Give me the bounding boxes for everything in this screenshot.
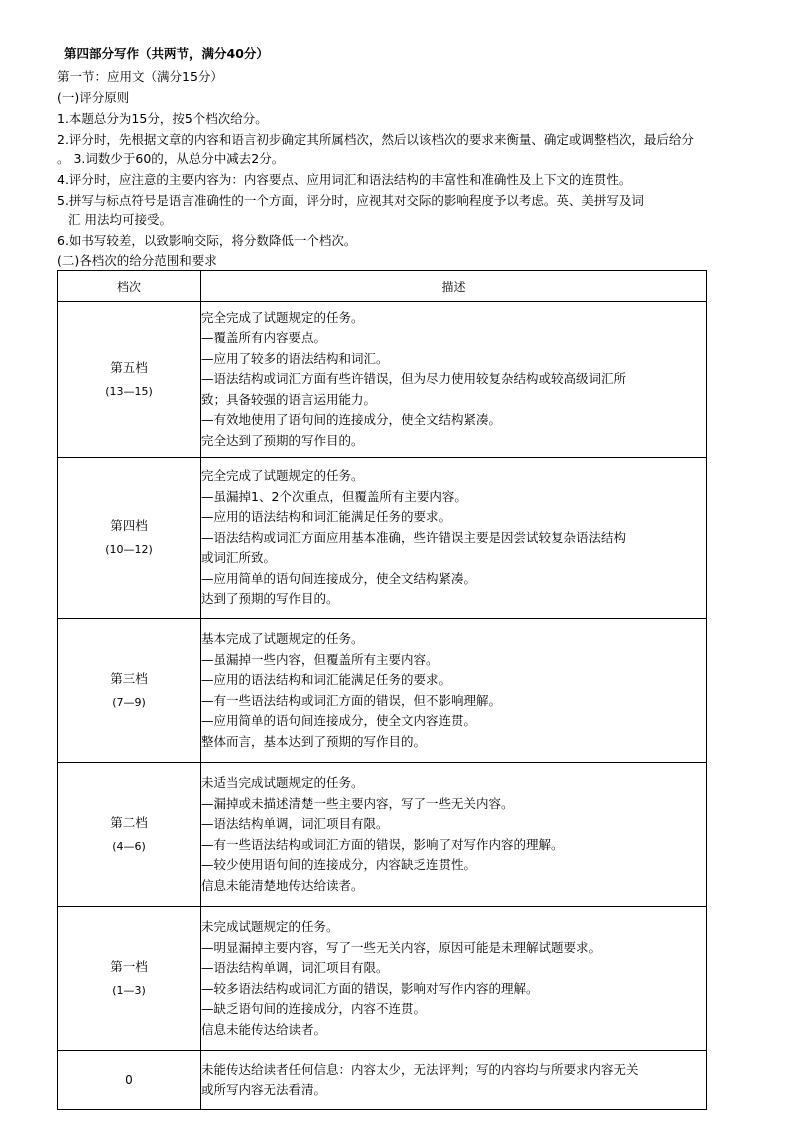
description-line: —覆盖所有内容要点。 <box>201 330 327 346</box>
description-line: 完全完成了试题规定的任务。 <box>201 468 364 484</box>
description-line: —语法结构或词汇方面有些许错误，但为尽力使用较复杂结构或较高级词汇所 <box>201 371 627 387</box>
level-range: (13—15) <box>105 384 153 398</box>
description-line: —有一些语法结构或词汇方面的错误，但不影响理解。 <box>201 692 502 708</box>
description-line: 未完成试题规定的任务。 <box>201 919 339 934</box>
level-cell <box>58 907 201 1051</box>
description-line: —语法结构或词汇方面应用基本准确，些许错误主要是因尝试较复杂语法结构 <box>201 529 627 545</box>
level-range: (1—3) <box>112 983 146 997</box>
description-line: 致；具备较强的语言运用能力。 <box>201 391 377 407</box>
table-row <box>58 619 707 763</box>
levels-title: (二)各档次的给分范围和要求 <box>57 253 217 268</box>
table-row <box>58 1051 707 1110</box>
description-line: 达到了预期的写作目的。 <box>201 591 339 607</box>
rule-1: 1.本题总分为15分，按5个档次给分。 <box>57 111 268 126</box>
grading-table <box>57 270 707 1110</box>
description-cell <box>201 1051 707 1110</box>
description-cell <box>201 458 707 619</box>
level-name: 第三档 <box>110 670 148 686</box>
description-line: 信息未能传达给读者。 <box>201 1021 327 1037</box>
level-cell <box>58 619 201 763</box>
description-cell <box>201 302 707 458</box>
table-header-row <box>58 271 707 302</box>
description-line: —明显漏掉主要内容，写了一些无关内容，原因可能是未理解试题要求。 <box>201 939 602 955</box>
level-range: (10—12) <box>105 543 153 556</box>
column-header-level: 档次 <box>58 271 201 302</box>
table-row <box>58 907 707 1051</box>
level-name: 第一档 <box>110 958 148 974</box>
description-line: —应用简单的语句间连接成分，使全文内容连贯。 <box>201 713 477 728</box>
level-cell <box>58 458 201 619</box>
description-line: 完全完成了试题规定的任务。 <box>201 309 364 325</box>
description-line: 未能传达给读者任何信息：内容太少，无法评判；写的内容均与所要求内容无关 <box>201 1061 639 1077</box>
description-line: 未适当完成试题规定的任务。 <box>201 775 364 790</box>
rule-6: 6.如书写较差，以致影响交际，将分数降低一个档次。 <box>57 233 357 248</box>
description-line: 完全达到了预期的写作目的。 <box>201 432 364 448</box>
level-name: 第五档 <box>110 359 148 375</box>
description-line: —虽漏掉一些内容，但覆盖所有主要内容。 <box>201 651 439 667</box>
rule-2: 2.评分时，先根据文章的内容和语言初步确定其所属档次，然后以该档次的要求来衡量、确定或调整档次，最后给分 <box>57 132 694 147</box>
description-line: —应用的语法结构和词汇能满足任务的要求。 <box>201 509 452 525</box>
description-line: 或词汇所致。 <box>201 550 277 566</box>
description-line: —漏掉或未描述清楚一些主要内容，写了一些无关内容。 <box>201 795 514 811</box>
rule-5: 5.拼写与标点符号是语言准确性的一个方面，评分时，应视其对交际的影响程度予以考虑。英、美拼写及词 <box>57 193 644 208</box>
description-line: —应用了较多的语法结构和词汇。 <box>201 350 389 366</box>
description-line: —语法结构单调，词汇项目有限。 <box>201 816 389 831</box>
description-line: —较少使用语句间的连接成分，内容缺乏连贯性。 <box>201 857 477 872</box>
rule-2-continued: 。 3.词数少于60的，从总分中减去2分。 <box>57 151 285 166</box>
level-name: 第四档 <box>110 518 148 533</box>
description-line: —虽漏掉1、2个次重点，但覆盖所有主要内容。 <box>201 488 467 504</box>
description-line: —有一些语法结构或词汇方面的错误，影响了对写作内容的理解。 <box>201 836 564 852</box>
description-line: —缺乏语句间的连接成分，内容不连贯。 <box>201 1001 427 1016</box>
description-line: 或所写内容无法看清。 <box>201 1082 327 1097</box>
level-cell <box>58 302 201 458</box>
table-row <box>58 302 707 458</box>
description-line: —应用简单的语句间连接成分，使全文结构紧凑。 <box>201 570 477 586</box>
principles-title: (一)评分原则 <box>57 90 130 105</box>
description-line: 整体而言，基本达到了预期的写作目的。 <box>201 733 427 749</box>
description-cell <box>201 907 707 1051</box>
level-range: (7—9) <box>112 695 146 709</box>
section-heading: 第一节：应用文（满分15分） <box>57 69 223 84</box>
level-range: (4—6) <box>112 839 146 853</box>
rule-5-continued: 汇 用法均可接受。 <box>68 212 172 227</box>
table-row <box>58 763 707 907</box>
level-name: 第二档 <box>110 814 148 830</box>
description-line: 基本完成了试题规定的任务。 <box>201 631 364 646</box>
description-line: —较多语法结构或词汇方面的错误，影响对写作内容的理解。 <box>201 980 539 996</box>
rule-4: 4.评分时，应注意的主要内容为：内容要点、应用词汇和语法结构的丰富性和准确性及上下文的连贯性。 <box>57 172 632 187</box>
description-cell <box>201 619 707 763</box>
part-heading: 第四部分写作（共两节，满分40分） <box>64 46 269 61</box>
description-line: 信息未能清楚地传达给读者。 <box>201 877 364 893</box>
description-cell <box>201 763 707 907</box>
level-name: 0 <box>58 1051 201 1110</box>
column-header-description: 描述 <box>201 271 707 302</box>
description-line: —语法结构单调，词汇项目有限。 <box>201 960 389 975</box>
level-cell <box>58 763 201 907</box>
description-line: —应用的语法结构和词汇能满足任务的要求。 <box>201 672 452 687</box>
table-row <box>58 458 707 619</box>
description-line: —有效地使用了语句间的连接成分，使全文结构紧凑。 <box>201 412 502 428</box>
